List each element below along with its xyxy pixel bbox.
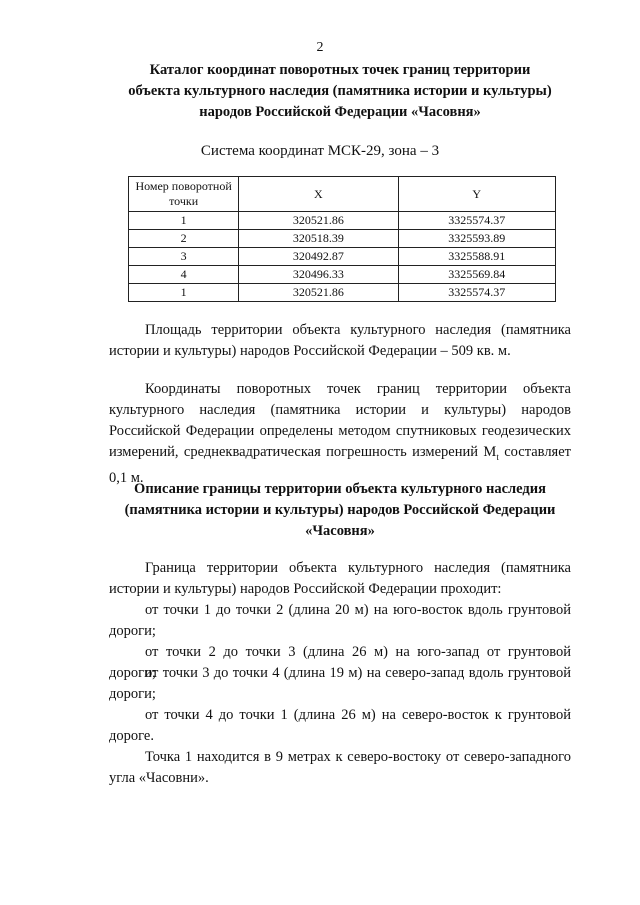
cell-y: 3325574.37 — [398, 284, 555, 302]
cell-point-number: 2 — [129, 230, 239, 248]
table-row — [129, 284, 556, 302]
table-row — [129, 266, 556, 284]
table-row — [129, 212, 556, 230]
method-text: Координаты поворотных точек границ территории объекта культурного наследия (памятника истории и культуры) народов Российской Федерации определены методом спутниковых геодезических измерений, среднеквадратическая погрешность измерений M — [109, 381, 571, 460]
method-subscript: t — [496, 451, 499, 462]
coordinate-system-label: Система координат МСК-29, зона – 3 — [200, 143, 440, 159]
cell-x: 320521.86 — [239, 212, 398, 230]
cell-point-number: 1 — [129, 284, 239, 302]
cell-x: 320492.87 — [239, 248, 398, 266]
reference-point-note: Точка 1 находится в 9 метрах к северо-востоку от северо-западного угла «Часовни». — [109, 749, 571, 786]
description-title-line: «Часовня» — [305, 523, 375, 539]
cell-point-number: 1 — [129, 212, 239, 230]
description-title-line: Описание границы территории объекта культурного наследия — [134, 481, 546, 497]
cell-x: 320496.33 — [239, 266, 398, 284]
coordinates-table — [128, 176, 556, 302]
cell-x: 320521.86 — [239, 284, 398, 302]
catalog-title-line: объекта культурного наследия (памятника истории и культуры) — [128, 83, 552, 99]
method-tail: составляет 0,1 м. — [109, 444, 571, 486]
description-title-line: (памятника истории и культуры) народов Российской Федерации — [124, 502, 556, 518]
cell-x: 320518.39 — [239, 230, 398, 248]
boundary-intro: Граница территории объекта культурного наследия (памятника истории и культуры) народов Российской Федерации проходит: — [109, 560, 571, 597]
table-header-row — [129, 177, 556, 212]
catalog-title — [60, 60, 620, 123]
cell-point-number: 3 — [129, 248, 239, 266]
route-segment: от точки 1 до точки 2 (длина 20 м) на юго-восток вдоль грунтовой дороги; — [109, 602, 571, 639]
description-title — [60, 479, 620, 542]
header-x: X — [239, 177, 398, 212]
catalog-title-line: Каталог координат поворотных точек границ территории — [149, 62, 531, 78]
header-y: Y — [398, 177, 555, 212]
cell-y: 3325588.91 — [398, 248, 555, 266]
page-number: 2 — [316, 40, 324, 55]
route-segment: от точки 3 до точки 4 (длина 19 м) на северо-запад вдоль грунтовой дороги; — [109, 665, 571, 702]
header-point-number: Номер поворотной точки — [129, 177, 239, 212]
route-segment: от точки 4 до точки 1 (длина 26 м) на северо-восток к грунтовой дороге. — [109, 707, 571, 744]
table-row — [129, 230, 556, 248]
method-paragraph — [109, 379, 571, 489]
table-row — [129, 248, 556, 266]
cell-y: 3325574.37 — [398, 212, 555, 230]
route-segment: от точки 2 до точки 3 (длина 26 м) на юго-запад от грунтовой дороги; — [109, 644, 571, 681]
cell-y: 3325569.84 — [398, 266, 555, 284]
area-paragraph: Площадь территории объекта культурного наследия (памятника истории и культуры) народов Российской Федерации – 509 кв. м. — [109, 322, 571, 359]
cell-y: 3325593.89 — [398, 230, 555, 248]
cell-point-number: 4 — [129, 266, 239, 284]
catalog-title-line: народов Российской Федерации «Часовня» — [199, 104, 481, 120]
